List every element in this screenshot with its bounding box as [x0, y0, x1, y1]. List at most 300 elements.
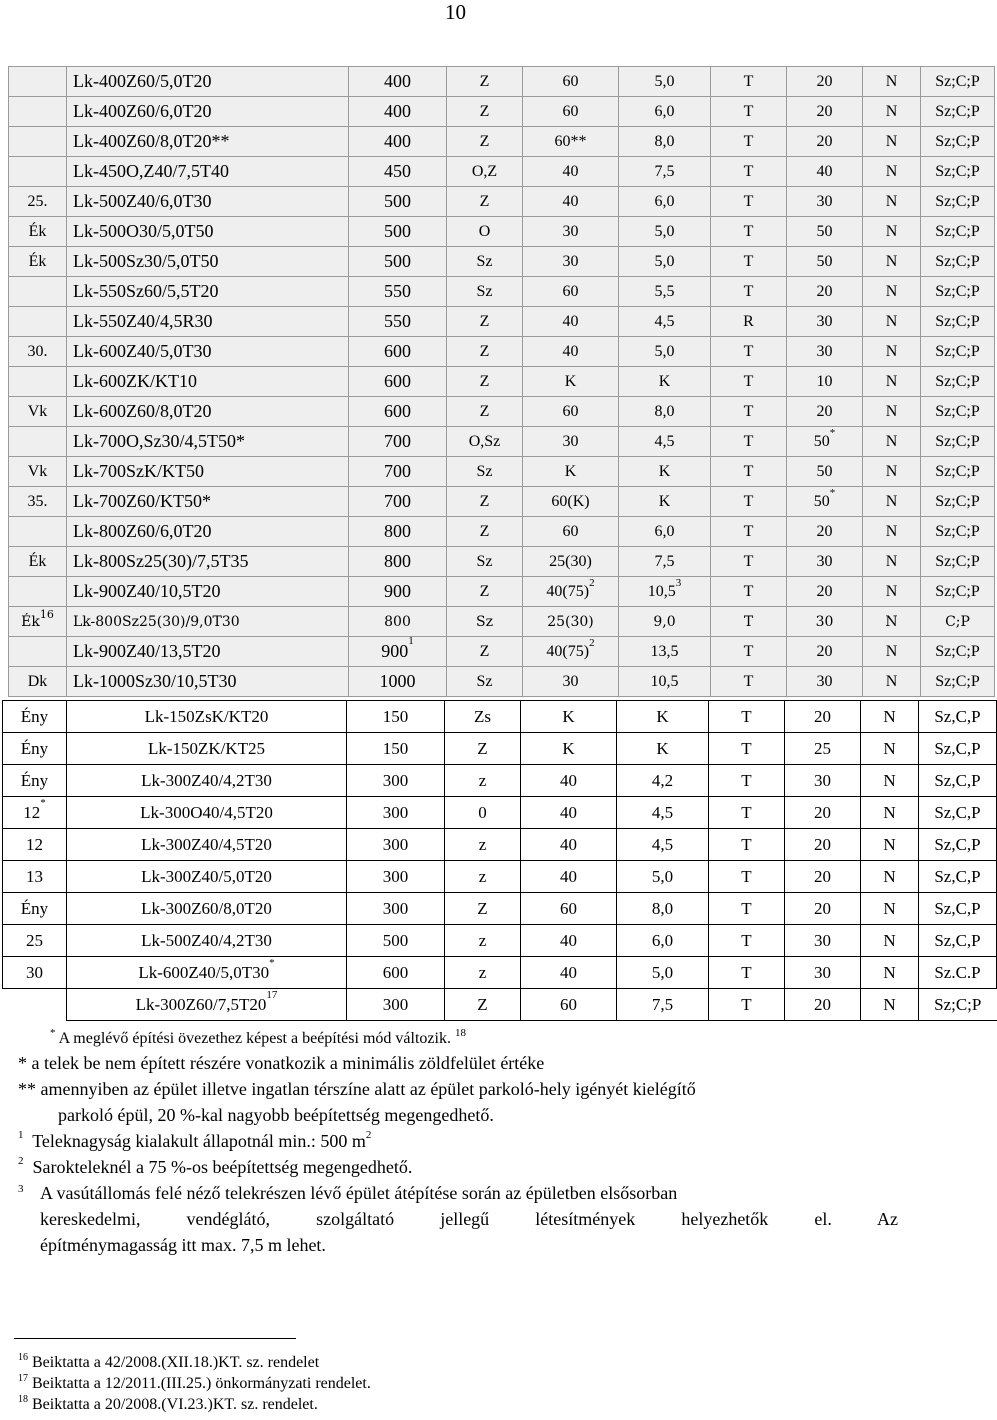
building-mode: Z [447, 187, 523, 217]
flag: N [863, 337, 921, 367]
zone-code: Lk-400Z60/6,0T20 [67, 97, 349, 127]
note-double-star-2: parkoló épül, 20 %-kal nagyobb beépítettség megengedhető. [58, 1105, 494, 1125]
building-mode: O,Sz [447, 427, 523, 457]
row-mark: 12* [3, 797, 67, 829]
roof-mode: T [711, 577, 787, 607]
row-mark [9, 367, 67, 397]
table-row [9, 487, 995, 517]
building-height: K [619, 367, 711, 397]
min-plot-size: 600 [349, 367, 447, 397]
green-area: 50* [787, 427, 863, 457]
row-mark: Ény [3, 893, 67, 925]
table-row [9, 607, 995, 637]
building-mode: Z [447, 337, 523, 367]
utilities: Sz;C;P [919, 989, 997, 1021]
flag: N [863, 307, 921, 337]
min-plot-size: 800 [349, 517, 447, 547]
flag: N [863, 607, 921, 637]
roof-mode: T [709, 861, 785, 893]
min-plot-size: 500 [349, 217, 447, 247]
min-plot-size: 600 [349, 337, 447, 367]
flag: N [861, 829, 919, 861]
zone-code: Lk-150ZK/KT25 [67, 733, 347, 765]
utilities: Sz;C;P [921, 487, 995, 517]
row-mark: Dk [9, 667, 67, 697]
flag: N [861, 733, 919, 765]
flag: N [863, 667, 921, 697]
roof-mode: T [711, 67, 787, 97]
min-plot-size: 500 [349, 187, 447, 217]
flag: N [863, 397, 921, 427]
flag: N [861, 765, 919, 797]
utilities: Sz,C,P [919, 893, 997, 925]
building-mode: Sz [447, 277, 523, 307]
min-plot-size: 400 [349, 67, 447, 97]
min-plot-size: 600 [347, 957, 445, 989]
utilities: Sz;C;P [921, 427, 995, 457]
table-row [9, 457, 995, 487]
building-mode: Z [447, 577, 523, 607]
min-plot-size: 800 [349, 607, 447, 637]
building-mode: Z [445, 733, 521, 765]
note-1: $^1$ Teleknagyság kialakult állapotnál min.: 500 $m^2$ [18, 1129, 372, 1151]
notes-section [18, 1028, 898, 1258]
roof-mode: T [711, 517, 787, 547]
zone-code: Lk-400Z60/8,0T20** [67, 127, 349, 157]
utilities: Sz;C;P [921, 517, 995, 547]
table-row [9, 427, 995, 457]
utilities: Sz;C;P [921, 367, 995, 397]
row-mark: Vk [9, 457, 67, 487]
min-plot-size: 300 [347, 765, 445, 797]
coverage: 60 [521, 989, 617, 1021]
building-height: 8,0 [617, 893, 709, 925]
zone-code: Lk-600Z40/5,0T30* [67, 957, 347, 989]
building-mode: O,Z [447, 157, 523, 187]
row-mark: 13 [3, 861, 67, 893]
utilities: Sz,C,P [919, 829, 997, 861]
row-mark: 30 [3, 957, 67, 989]
note-star: * a telek be nem épített részére vonatkozik a minimális zöldfelület értéke [18, 1053, 545, 1073]
coverage: 60 [523, 517, 619, 547]
min-plot-size: 150 [347, 701, 445, 733]
table-row [9, 97, 995, 127]
footnote: $^{17}$ Beiktatta a 12/2011.(III.25.) önkormányzati rendelet. [18, 1373, 371, 1392]
building-mode: Z [447, 367, 523, 397]
row-mark: Ény [3, 733, 67, 765]
flag: N [863, 457, 921, 487]
utilities: Sz;C;P [921, 547, 995, 577]
table-row [3, 893, 997, 925]
building-mode: z [445, 765, 521, 797]
row-mark [9, 97, 67, 127]
building-mode: Z [447, 97, 523, 127]
building-height: K [617, 701, 709, 733]
roof-mode: T [711, 637, 787, 667]
roof-mode: T [711, 157, 787, 187]
coverage: 40 [521, 765, 617, 797]
row-mark: Ék [9, 547, 67, 577]
utilities: Sz;C;P [921, 637, 995, 667]
zone-code: Lk-300Z40/5,0T20 [67, 861, 347, 893]
building-height: 5,0 [619, 217, 711, 247]
green-area: 20 [785, 989, 861, 1021]
coverage: 40 [521, 957, 617, 989]
row-mark [9, 127, 67, 157]
building-height: 5,0 [619, 67, 711, 97]
note-double-star-1: ** amennyiben az épület illetve ingatlan térszíne alatt az épület parkoló-hely igényét kielégítő [18, 1079, 696, 1099]
min-plot-size: 700 [349, 427, 447, 457]
building-mode: Z [447, 127, 523, 157]
min-plot-size: $900^1$ [349, 637, 447, 667]
building-height: 5,0 [619, 247, 711, 277]
green-area: 30 [785, 925, 861, 957]
green-area: 20 [785, 701, 861, 733]
coverage: 60 [523, 67, 619, 97]
building-mode: Sz [447, 667, 523, 697]
utilities: C;P [921, 607, 995, 637]
utilities: Sz;C;P [921, 337, 995, 367]
building-mode: z [445, 861, 521, 893]
min-plot-size: 300 [347, 861, 445, 893]
building-height: 9,0 [619, 607, 711, 637]
flag: N [863, 127, 921, 157]
building-mode: Sz [447, 457, 523, 487]
table-row [9, 667, 995, 697]
min-plot-size: 700 [349, 487, 447, 517]
utilities: Sz,C,P [919, 861, 997, 893]
building-mode: Sz [447, 547, 523, 577]
coverage: 30 [523, 427, 619, 457]
coverage: 60 [523, 277, 619, 307]
utilities: Sz;C;P [921, 457, 995, 487]
green-area: 50* [787, 487, 863, 517]
zone-code: Lk-900Z40/10,5T20 [67, 577, 349, 607]
building-height: K [619, 457, 711, 487]
min-plot-size: 700 [349, 457, 447, 487]
green-area: 20 [785, 829, 861, 861]
green-area: 20 [785, 797, 861, 829]
utilities: Sz;C;P [921, 577, 995, 607]
roof-mode: T [711, 427, 787, 457]
flag: N [863, 367, 921, 397]
building-height: 8,0 [619, 127, 711, 157]
utilities: Sz;C;P [921, 187, 995, 217]
building-mode: Z [447, 67, 523, 97]
building-height: 6,0 [619, 517, 711, 547]
roof-mode: T [709, 701, 785, 733]
table-row [3, 861, 997, 893]
green-area: 20 [785, 861, 861, 893]
flag: N [863, 637, 921, 667]
green-area: 20 [787, 517, 863, 547]
table-row [9, 337, 995, 367]
row-mark: Ény [3, 701, 67, 733]
green-area: 20 [787, 277, 863, 307]
green-area: 30 [787, 547, 863, 577]
coverage: 60 [521, 893, 617, 925]
building-height: 4,5 [617, 797, 709, 829]
table-row [9, 157, 995, 187]
building-mode: z [445, 829, 521, 861]
utilities: Sz.C.P [919, 957, 997, 989]
row-mark: 25 [3, 925, 67, 957]
building-mode: z [445, 925, 521, 957]
table-row [3, 701, 997, 733]
utilities: Sz,C,P [919, 925, 997, 957]
utilities: Sz;C;P [921, 67, 995, 97]
row-mark [9, 517, 67, 547]
row-mark [9, 637, 67, 667]
coverage: 40 [521, 797, 617, 829]
table-row [9, 187, 995, 217]
row-mark [9, 577, 67, 607]
building-height: 7,5 [619, 157, 711, 187]
row-mark: Ény [3, 765, 67, 797]
flag: N [863, 487, 921, 517]
green-area: 20 [787, 67, 863, 97]
table-row [9, 397, 995, 427]
zone-code: Lk-500Z40/6,0T30 [67, 187, 349, 217]
row-mark: 30. [9, 337, 67, 367]
flag: N [863, 187, 921, 217]
flag: N [861, 701, 919, 733]
green-area: 50 [787, 457, 863, 487]
green-area: 20 [787, 127, 863, 157]
roof-mode: T [709, 765, 785, 797]
row-mark [9, 307, 67, 337]
zone-code: Lk-450O,Z40/7,5T40 [67, 157, 349, 187]
utilities: Sz;C;P [921, 217, 995, 247]
footnotes [18, 1352, 371, 1415]
building-height: 6,0 [619, 187, 711, 217]
table-row [9, 637, 995, 667]
utilities: Sz;C;P [921, 127, 995, 157]
note-star-small: * A meglévő építési övezethez képest a beépítési mód változik. $^{18}$ [50, 1027, 466, 1047]
building-mode: Sz [447, 607, 523, 637]
zone-code: Lk-800Sz25(30)/9,0T30 [67, 607, 349, 637]
min-plot-size: 550 [349, 307, 447, 337]
green-area: 30 [787, 337, 863, 367]
flag: N [863, 547, 921, 577]
table-row [9, 277, 995, 307]
coverage: 60(K) [523, 487, 619, 517]
coverage: 40 [521, 861, 617, 893]
building-mode: Z [447, 637, 523, 667]
coverage: 30 [523, 667, 619, 697]
flag: N [861, 893, 919, 925]
green-area: 50 [787, 217, 863, 247]
zone-code: Lk-300Z40/4,5T20 [67, 829, 347, 861]
zone-code: Lk-550Z40/4,5R30 [67, 307, 349, 337]
coverage: 40 [523, 337, 619, 367]
flag: N [861, 797, 919, 829]
row-mark: Ék [9, 217, 67, 247]
roof-mode: T [711, 607, 787, 637]
row-mark [9, 67, 67, 97]
min-plot-size: 400 [349, 97, 447, 127]
zone-code: Lk-500Sz30/5,0T50 [67, 247, 349, 277]
flag: N [863, 217, 921, 247]
flag: N [861, 989, 919, 1021]
roof-mode: T [709, 829, 785, 861]
coverage: 60 [523, 97, 619, 127]
row-mark [9, 277, 67, 307]
utilities: Sz;C;P [921, 157, 995, 187]
flag: N [863, 427, 921, 457]
building-height: 13,5 [619, 637, 711, 667]
green-area: 20 [787, 637, 863, 667]
utilities: Sz;C;P [921, 307, 995, 337]
zone-code: Lk-800Z60/6,0T20 [67, 517, 349, 547]
utilities: Sz;C;P [921, 247, 995, 277]
roof-mode: T [709, 989, 785, 1021]
zone-code: Lk-500O30/5,0T50 [67, 217, 349, 247]
green-area: 40 [787, 157, 863, 187]
roof-mode: T [711, 187, 787, 217]
building-mode: 0 [445, 797, 521, 829]
roof-mode: T [711, 337, 787, 367]
roof-mode: T [709, 893, 785, 925]
flag: N [861, 957, 919, 989]
min-plot-size: 400 [349, 127, 447, 157]
coverage: K [523, 367, 619, 397]
green-area: 30 [787, 307, 863, 337]
zone-code: Lk-600Z40/5,0T30 [67, 337, 349, 367]
building-height: 6,0 [617, 925, 709, 957]
flag: N [863, 247, 921, 277]
table-row [9, 547, 995, 577]
table-row [9, 217, 995, 247]
coverage: 25(30) [523, 607, 619, 637]
utilities: Sz;C;P [921, 667, 995, 697]
row-mark: Vk [9, 397, 67, 427]
flag: N [863, 67, 921, 97]
roof-mode: T [711, 217, 787, 247]
table-row [9, 517, 995, 547]
green-area: 30 [787, 667, 863, 697]
min-plot-size: 150 [347, 733, 445, 765]
building-height: 4,2 [617, 765, 709, 797]
building-height: 8,0 [619, 397, 711, 427]
min-plot-size: 450 [349, 157, 447, 187]
min-plot-size: 500 [347, 925, 445, 957]
roof-mode: T [709, 733, 785, 765]
coverage: $40(75)^2$ [523, 577, 619, 607]
utilities: Sz,C,P [919, 765, 997, 797]
table-row [9, 367, 995, 397]
roof-mode: T [709, 957, 785, 989]
building-height: 7,5 [619, 547, 711, 577]
coverage: 60** [523, 127, 619, 157]
building-height: 5,0 [617, 861, 709, 893]
zone-code: Lk-500Z40/4,2T30 [67, 925, 347, 957]
coverage: 25(30) [523, 547, 619, 577]
coverage: 30 [523, 217, 619, 247]
roof-mode: T [711, 127, 787, 157]
note-3: 3 A vasútállomás felé néző telekrészen lévő épület átépítése során az épületben elsősorban kereskedelmi, vendéglátó, szolgáltató jellegű létesítmények helyezhetők el. Az építménymagasság itt max. 7,5 m lehet. [18, 1183, 898, 1255]
green-area: 30 [785, 957, 861, 989]
table-row [9, 247, 995, 277]
footnote: $^{18}$ Beiktatta a 20/2008.(VI.23.)KT. sz. rendelet. [18, 1394, 318, 1413]
utilities: Sz;C;P [921, 97, 995, 127]
building-height: 4,5 [619, 307, 711, 337]
zoning-table-a [8, 66, 995, 697]
coverage: 40 [521, 829, 617, 861]
utilities: Sz;C;P [921, 397, 995, 427]
min-plot-size: 500 [349, 247, 447, 277]
building-mode: O [447, 217, 523, 247]
roof-mode: T [711, 367, 787, 397]
flag: N [863, 577, 921, 607]
roof-mode: R [711, 307, 787, 337]
table-row [9, 127, 995, 157]
green-area: 30 [787, 607, 863, 637]
building-height: 4,5 [617, 829, 709, 861]
green-area: 30 [785, 765, 861, 797]
table-row [3, 957, 997, 989]
row-mark [9, 157, 67, 187]
utilities: Sz;C;P [921, 277, 995, 307]
zone-code: Lk-300Z40/4,2T30 [67, 765, 347, 797]
min-plot-size: 300 [347, 989, 445, 1021]
zone-code: Lk-600Z60/8,0T20 [67, 397, 349, 427]
flag: N [863, 157, 921, 187]
row-mark [9, 427, 67, 457]
roof-mode: T [709, 797, 785, 829]
flag: N [863, 517, 921, 547]
coverage: K [523, 457, 619, 487]
roof-mode: T [711, 457, 787, 487]
building-mode: Z [445, 989, 521, 1021]
row-mark [3, 989, 67, 1021]
zone-code: Lk-700Z60/KT50* [67, 487, 349, 517]
page-number: 10 [445, 0, 466, 24]
table-row [3, 925, 997, 957]
row-mark: 12 [3, 829, 67, 861]
zone-code: Lk-700O,Sz30/4,5T50* [67, 427, 349, 457]
coverage: $40(75)^2$ [523, 637, 619, 667]
building-height: 7,5 [617, 989, 709, 1021]
zone-code: $Lk-300Z60/7,5T20^{17}$ [67, 989, 347, 1021]
table-row [9, 577, 995, 607]
coverage: 40 [523, 157, 619, 187]
zone-code: Lk-1000Sz30/10,5T30 [67, 667, 349, 697]
utilities: Sz,C,P [919, 701, 997, 733]
flag: N [861, 925, 919, 957]
roof-mode: T [711, 547, 787, 577]
min-plot-size: 1000 [349, 667, 447, 697]
roof-mode: T [711, 247, 787, 277]
building-mode: Sz [447, 247, 523, 277]
green-area: 30 [787, 187, 863, 217]
building-height: 6,0 [619, 97, 711, 127]
building-height: 10,5$^3$ [619, 577, 711, 607]
roof-mode: T [711, 277, 787, 307]
min-plot-size: 900 [349, 577, 447, 607]
row-mark: Ék [9, 247, 67, 277]
green-area: 25 [785, 733, 861, 765]
coverage: 40 [521, 925, 617, 957]
zone-code: Lk-600ZK/KT10 [67, 367, 349, 397]
flag: N [861, 861, 919, 893]
building-height: 10,5 [619, 667, 711, 697]
coverage: K [521, 701, 617, 733]
building-mode: Z [447, 487, 523, 517]
utilities: Sz,C,P [919, 733, 997, 765]
table-row [9, 307, 995, 337]
zone-code: Lk-800Sz25(30)/7,5T35 [67, 547, 349, 577]
